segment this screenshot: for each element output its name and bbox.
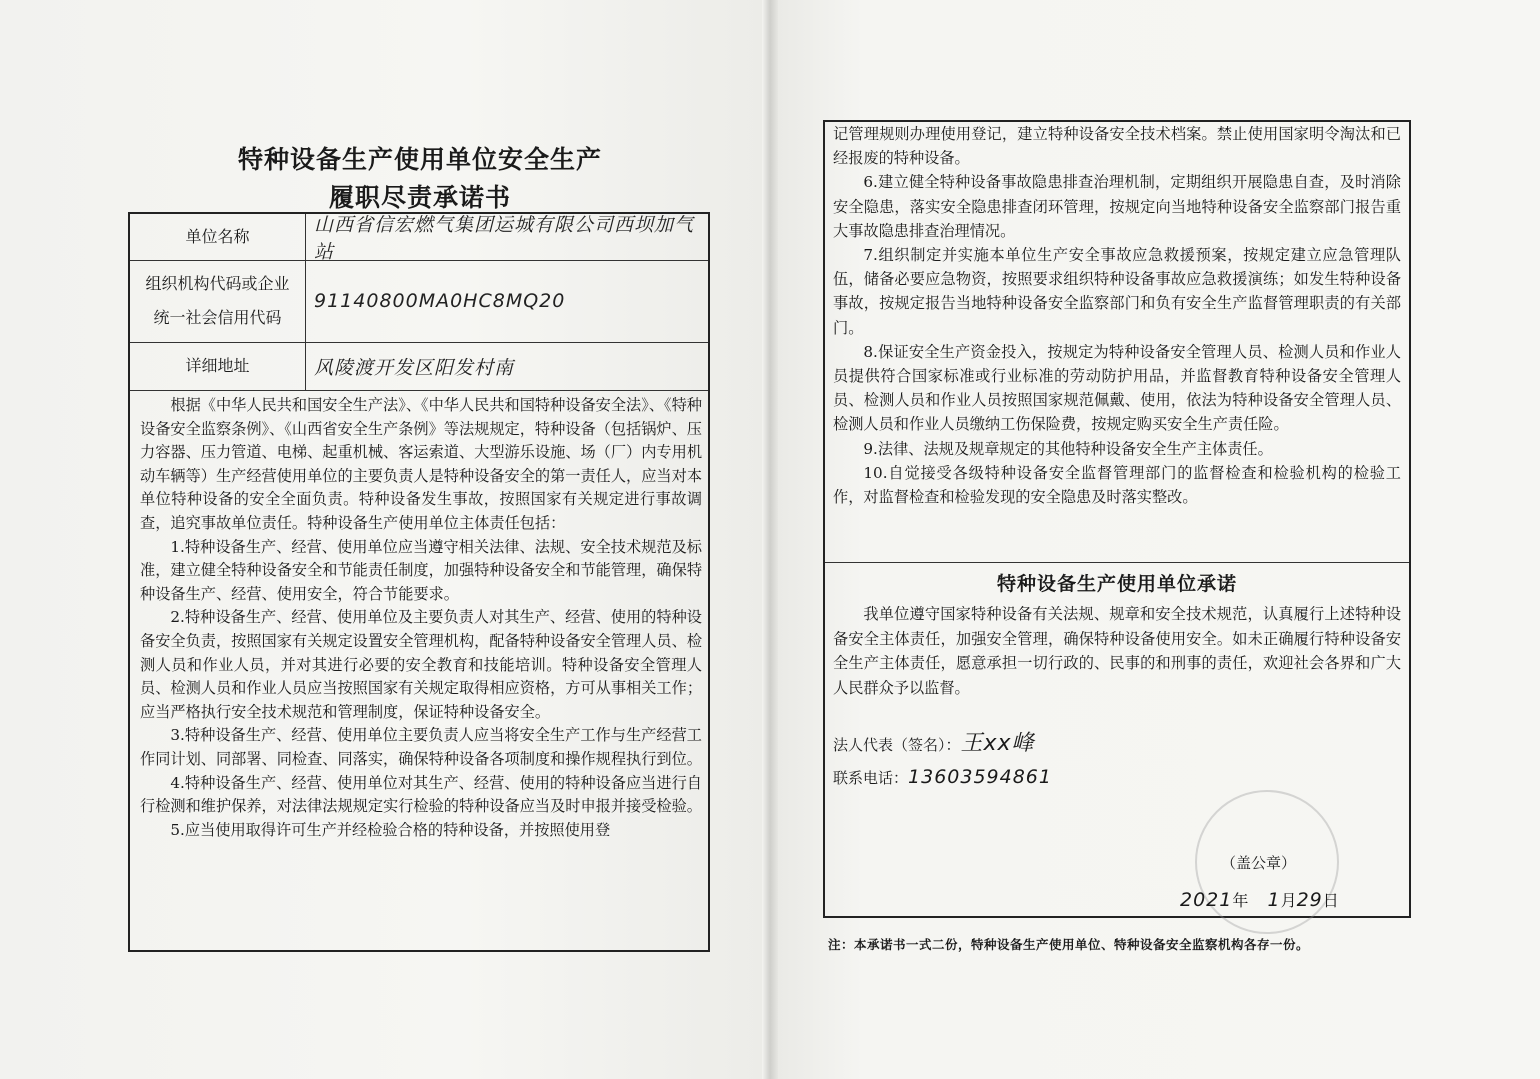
legal-rep-signature: 王xx峰 — [960, 731, 1035, 756]
date-day: 29 — [1296, 889, 1323, 911]
date-year: 2021 — [1180, 889, 1233, 911]
unit-name-value: 山西省信宏燃气集团运城有限公司西坝加气站 — [314, 214, 695, 263]
seal-label: （盖公章） — [1221, 854, 1297, 872]
legal-rep-line — [833, 726, 1035, 757]
field-row-credit-code — [130, 260, 708, 343]
clause-5: 5.应当使用取得许可生产并经检验合格的特种设备，并按照使用登 — [170, 820, 611, 839]
date-month-suffix: 月 — [1280, 891, 1297, 910]
credit-code-value: 91140800MA0HC8MQ20 — [314, 290, 566, 312]
clause-9: 9.法律、法规及规章规定的其他特种设备安全生产主体责任。 — [863, 439, 1273, 458]
commitment-form-right — [823, 120, 1411, 918]
promise-text — [833, 602, 1401, 700]
promise-title: 特种设备生产使用单位承诺 — [996, 573, 1237, 595]
unit-name-label: 单位名称 — [130, 214, 306, 260]
clause-4: 4.特种设备生产、经营、使用单位对其生产、经营、使用的特种设备应当进行自行检测和维护保养，对法律法规规定实行检验的特种设备应当及时申报并接受检验。 — [140, 773, 702, 816]
clause-1: 1.特种设备生产、经营、使用单位应当遵守相关法律、法规、安全技术规范及标准，建立健全特种设备安全和节能责任制度，加强特种设备安全和节能管理，确保特种设备生产、经营、使用安全，符合节能要求。 — [140, 537, 702, 603]
clause-7: 7.组织制定并实施本单位生产安全事故应急救援预案，按规定建立应急管理队伍，储备必要应急物资，按照要求组织特种设备事故应急救援演练；如发生特种设备事故，按规定报告当地特种设备安全监察部门和负有安全生产监督管理职责的有关部门。 — [833, 246, 1401, 337]
clause-10: 10.自觉接受各级特种设备安全监督管理部门的监督检查和检验机构的检验工作，对监督检查和检验发现的安全隐患及时落实整改。 — [833, 463, 1401, 507]
document-title-line2: 履职尽责承诺书 — [328, 183, 511, 212]
document-title-line1: 特种设备生产使用单位安全生产 — [237, 145, 602, 174]
intro-paragraph: 根据《中华人民共和国安全生产法》、《中华人民共和国特种设备安全法》、《特种设备安全监察条例》、《山西省安全生产条例》等法规规定，特种设备（包括锅炉、压力容器、压力管道、电梯、起重机械、客运索道、大型游乐设施、场（厂）内专用机动车辆等）生产经营使用单位的主要负责人是特种设备安全的第一责任人，应当对本单位特种设备的安全全面负责。特种设备发生事故，按照国家有关规定进行事故调查，追究事故单位责任。特种设备生产使用单位主体责任包括： — [140, 396, 702, 532]
clause-8: 8.保证安全生产资金投入，按规定为特种设备安全管理人员、检测人员和作业人员提供符合国家标准或行业标准的劳动防护用品，并监督教育特种设备安全管理人员、检测人员和作业人员按照国家规范佩戴、使用，依法为特种设备安全管理人员、检测人员和作业人员缴纳工伤保险费，按规定购买安全生产责任险。 — [833, 342, 1401, 434]
clause-2: 2.特种设备生产、经营、使用单位及主要负责人对其生产、经营、使用的特种设备安全负责，按照国家有关规定设置安全管理机构，配备特种设备安全管理人员、检测人员和作业人员，并对其进行必要的安全教育和技能培训。特种设备安全管理人员、检测人员和作业人员应当按照国家有关规定取得相应资格，方可从事相关工作；应当严格执行安全技术规范和管理制度，保证特种设备安全。 — [140, 608, 702, 721]
address-value: 风陵渡开发区阳发村南 — [314, 356, 515, 379]
phone-line — [833, 766, 1052, 788]
clause-3: 3.特种设备生产、经营、使用单位主要负责人应当将安全生产工作与生产经营工作同计划、同部署、同检查、同落实，确保特种设备各项制度和操作规程执行到位。 — [140, 726, 702, 768]
book-gutter — [762, 0, 778, 1079]
commitment-form-left — [128, 212, 710, 952]
credit-code-label — [130, 260, 306, 342]
credit-code-label-line2: 统一社会信用代码 — [153, 308, 282, 327]
date-day-suffix: 日 — [1322, 891, 1339, 910]
phone-value: 13603594861 — [908, 766, 1052, 788]
footnote: 注：本承诺书一式二份，特种设备生产使用单位、特种设备安全监察机构各存一份。 — [828, 937, 1310, 952]
responsibility-text-continued — [833, 122, 1401, 509]
credit-code-label-line1: 组织机构代码或企业 — [145, 274, 290, 293]
phone-label: 联系电话： — [833, 769, 909, 787]
responsibility-text — [140, 394, 702, 842]
legal-rep-label: 法人代表（签名）： — [833, 736, 961, 754]
field-row-address — [130, 342, 708, 391]
field-row-unit-name — [130, 214, 708, 261]
date-year-suffix: 年 — [1232, 891, 1249, 910]
section-divider — [825, 562, 1409, 563]
promise-paragraph: 我单位遵守国家特种设备有关法规、规章和安全技术规范，认真履行上述特种设备安全主体责任，加强安全管理，确保特种设备使用安全。如未正确履行特种设备安全生产主体责任，愿意承担一切行政的、民事的和刑事的责任，欢迎社会各界和广大人民群众予以监督。 — [833, 605, 1401, 697]
clause-6: 6.建立健全特种设备事故隐患排查治理机制，定期组织开展隐患自查，及时消除安全隐患，落实安全隐患排查闭环管理，按规定向当地特种设备安全监察部门报告重大事故隐患排查治理情况。 — [833, 173, 1401, 240]
date-month: 1 — [1267, 889, 1281, 911]
address-label: 详细地址 — [130, 342, 306, 390]
clause-5-continued: 记管理规则办理使用登记，建立特种设备安全技术档案。禁止使用国家明令淘汰和已经报废的特种设备。 — [833, 125, 1401, 168]
date-line — [1180, 888, 1339, 911]
